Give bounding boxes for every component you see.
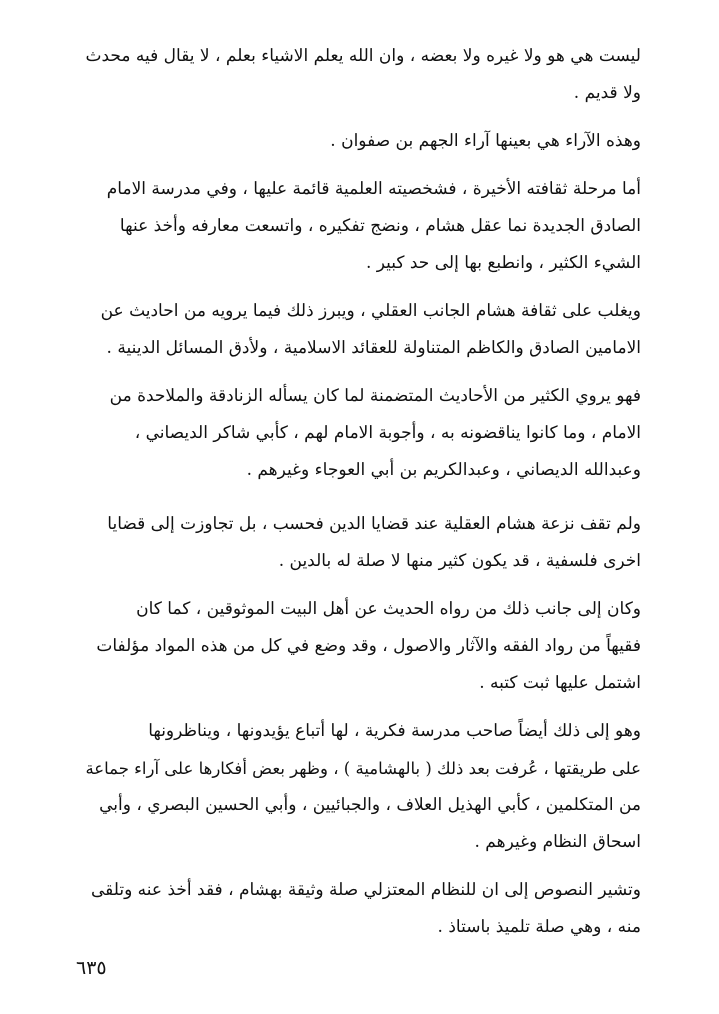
- text-line: الامام ، وما كانوا يناقضونه به ، وأجوبة الامام لهم ، كأبي شاكر الديصاني ،: [134, 423, 641, 443]
- text-line: وهو إلى ذلك أيضاً صاحب مدرسة فكرية ، لها أتباع يؤيدونها ، ويناظرونها: [148, 721, 641, 741]
- paragraph-gap: [78, 367, 641, 378]
- text-line: ليست هي هو ولا غيره ولا بعضه ، وان الله يعلم الاشياء بعلم ، لا يقال فيه محدث: [85, 46, 641, 66]
- text-line: فقيهاً من رواد الفقه والآثار والاصول ، وقد وضع في كل من هذه المواد مؤلفات: [96, 636, 641, 656]
- text-line: وعبدالله الديصاني ، وعبدالكريم بن أبي العوجاء وغيرهم .: [246, 460, 641, 480]
- text-line: وهذه الآراء هي بعينها آراء الجهم بن صفوان .: [330, 131, 641, 151]
- text-line: الشيء الكثير ، وانطبع بها إلى حد كبير .: [365, 253, 641, 273]
- text-line: على طريقتها ، عُرفت بعد ذلك ( بالهشامية ) ، وظهر بعض أفكارها على آراء جماعة: [85, 759, 641, 778]
- paragraph: [78, 293, 641, 367]
- text-line: أما مرحلة ثقافته الأخيرة ، فشخصيته العلمية قائمة عليها ، وفي مدرسة الامام: [106, 179, 641, 199]
- paragraph: [78, 506, 641, 580]
- page-number: ٦٣٥: [76, 957, 107, 979]
- text-line: من المتكلمين ، كأبي الهذيل العلاف ، والجبائيين ، وأبي الحسين البصري ، وأبي: [99, 795, 641, 815]
- paragraph-gap: [78, 861, 641, 872]
- text-line: اخرى فلسفية ، قد يكون كثير منها لا صلة له بالدين .: [278, 551, 641, 571]
- text-line: اسحاق النظام وغيرهم .: [474, 832, 641, 852]
- paragraph: [78, 38, 641, 112]
- text-line: ولا قديم .: [573, 83, 641, 103]
- paragraph-gap: [78, 112, 641, 123]
- paragraph-gap: [78, 160, 641, 171]
- text-line: الامامين الصادق والكاظم المتناولة للعقائد الاسلامية ، ولأدق المسائل الدينية .: [106, 338, 641, 358]
- text-line: منه ، وهي صلة تلميذ باستاذ .: [437, 917, 641, 937]
- text-line: ولم تقف نزعة هشام العقلية عند قضايا الدين فحسب ، بل تجاوزت إلى قضايا: [107, 514, 641, 534]
- paragraph: [78, 872, 641, 946]
- paragraph-gap: [78, 489, 641, 506]
- book-page-text: [78, 38, 641, 946]
- paragraph-gap: [78, 702, 641, 713]
- text-line: وتشير النصوص إلى ان للنظام المعتزلي صلة وثيقة بهشام ، فقد أخذ عنه وتلقى: [90, 880, 641, 900]
- paragraph: [78, 123, 641, 160]
- paragraph-gap: [78, 282, 641, 293]
- paragraph: [78, 378, 641, 489]
- paragraph: [78, 171, 641, 282]
- text-line: وكان إلى جانب ذلك من رواه الحديث عن أهل البيت الموثوقين ، كما كان: [136, 599, 641, 619]
- text-line: فهو يروي الكثير من الأحاديث المتضمنة لما كان يسأله الزنادقة والملاحدة من: [109, 386, 641, 406]
- paragraph: [78, 713, 641, 861]
- text-line: الصادق الجديدة نما عقل هشام ، ونضج تفكيره ، واتسعت معارفه وأخذ عنها: [119, 216, 641, 236]
- text-line: اشتمل عليها ثبت كتبه .: [479, 673, 641, 693]
- paragraph: [78, 591, 641, 702]
- paragraph-gap: [78, 580, 641, 591]
- text-line: ويغلب على ثقافة هشام الجانب العقلي ، ويبرز ذلك فيما يرويه من احاديث عن: [100, 301, 641, 321]
